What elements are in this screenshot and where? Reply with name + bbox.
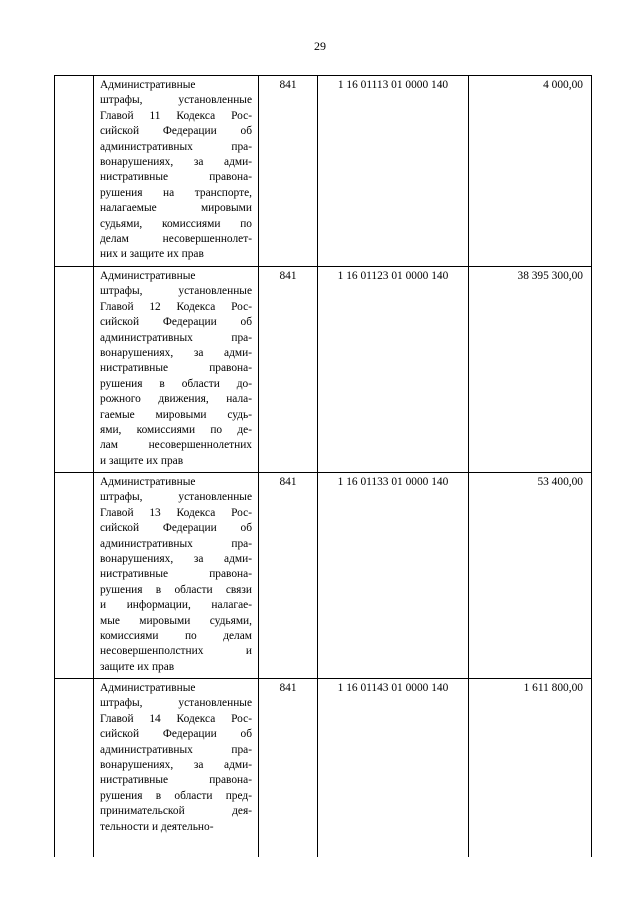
fine-name-line: Административные: [100, 79, 196, 91]
amount-value: 38 395 300,00: [517, 270, 583, 282]
fine-name-line: Главой 14 Кодекса Рос-: [100, 712, 252, 725]
administrator-code-cell: [259, 267, 318, 473]
fine-name-line: штрафы, установленные: [100, 697, 252, 710]
fine-name-line: и защите их прав: [100, 454, 184, 467]
amount-cell: [469, 473, 592, 679]
fine-name-line: сийской Федерации об: [100, 728, 252, 741]
budget-classification-code: 1 16 01143 01 0000 140: [337, 682, 449, 694]
budget-code-cell: [318, 473, 469, 679]
administrator-code-cell: [259, 76, 318, 267]
budget-code-cell: [318, 267, 469, 473]
fine-name-line: Административные: [100, 270, 196, 282]
fine-name-line: ями, комиссиями по де-: [100, 424, 252, 437]
fine-name-line: штрафы, установленные: [100, 285, 252, 298]
fine-name-line: нистративные правона-: [100, 774, 252, 787]
fine-name-line: рушения на транспорте,: [100, 186, 252, 199]
fine-name-line: вонарушениях, за адми-: [100, 347, 252, 360]
amount-value: 1 611 800,00: [523, 682, 583, 694]
fine-name-line: мые мировыми судьями,: [100, 614, 252, 627]
fine-name-line: административных пра-: [100, 140, 252, 153]
fine-name-line: защите их прав: [100, 660, 175, 673]
fine-name-line: Административные: [100, 682, 196, 694]
fine-name-line: лам несовершеннолетних: [100, 439, 252, 452]
table-row: [55, 679, 592, 858]
fine-name-line: рушения в области пред-: [100, 789, 252, 802]
fine-name-line: судьями, комиссиями по: [100, 217, 252, 230]
budget-code-cell: [318, 76, 469, 267]
fine-name-line: вонарушениях, за адми-: [100, 759, 252, 772]
empty-cell: [55, 267, 94, 473]
fines-table: [54, 75, 592, 857]
administrator-code: 841: [279, 682, 297, 694]
fine-name-line: сийской Федерации об: [100, 125, 252, 138]
fine-name-line: Административные: [100, 476, 196, 488]
administrator-code-cell: [259, 473, 318, 679]
fine-name-line: несовершенполстних и: [100, 645, 252, 658]
budget-classification-code: 1 16 01113 01 0000 140: [337, 79, 449, 91]
fine-name-line: Главой 12 Кодекса Рос-: [100, 300, 252, 313]
empty-cell: [55, 473, 94, 679]
administrator-code: 841: [279, 79, 297, 91]
fine-name-line: нистративные правона-: [100, 568, 252, 581]
fine-name-line: делам несовершеннолет-: [100, 233, 252, 246]
fine-name-line: рожного движения, нала-: [100, 393, 252, 406]
fine-name-line: рушения в области до-: [100, 377, 252, 390]
fine-name-line: административных пра-: [100, 331, 252, 344]
fine-name-line: штрафы, установленные: [100, 94, 252, 107]
page-number: 29: [314, 39, 326, 53]
budget-classification-code: 1 16 01123 01 0000 140: [337, 270, 449, 282]
table-row: [55, 76, 592, 267]
fine-name-line: нистративные правона-: [100, 362, 252, 375]
fine-name-line: сийской Федерации об: [100, 316, 252, 329]
budget-classification-code: 1 16 01133 01 0000 140: [337, 476, 449, 488]
fine-name-line: них и защите их прав: [100, 248, 204, 261]
fine-name-cell: [94, 267, 259, 473]
fine-name-line: и информации, налагае-: [100, 599, 252, 612]
fine-name-line: гаемые мировыми судь-: [100, 408, 252, 421]
fine-name-line: принимательской дея-: [100, 805, 252, 818]
amount-cell: [469, 76, 592, 267]
table-row: [55, 267, 592, 473]
fine-name-cell: [94, 473, 259, 679]
fine-name-line: налагаемые мировыми: [100, 202, 252, 215]
fine-name-line: административных пра-: [100, 743, 252, 756]
fine-name-cell: [94, 76, 259, 267]
table-row: [55, 473, 592, 679]
fine-name-line: тельности и деятельно-: [100, 820, 214, 833]
administrator-code: 841: [279, 270, 297, 282]
fine-name-line: вонарушениях, за адми-: [100, 553, 252, 566]
amount-cell: [469, 679, 592, 858]
fine-name-line: комиссиями по делам: [100, 630, 252, 643]
amount-value: 4 000,00: [543, 79, 583, 91]
fine-name-line: сийской Федерации об: [100, 522, 252, 535]
empty-cell: [55, 76, 94, 267]
empty-cell: [55, 679, 94, 858]
fine-name-line: штрафы, установленные: [100, 491, 252, 504]
fine-name-line: рушения в области связи: [100, 583, 252, 596]
fine-name-line: Главой 11 Кодекса Рос-: [100, 109, 252, 122]
administrator-code-cell: [259, 679, 318, 858]
fine-name-line: Главой 13 Кодекса Рос-: [100, 506, 252, 519]
administrator-code: 841: [279, 476, 297, 488]
amount-cell: [469, 267, 592, 473]
fine-name-line: нистративные правона-: [100, 171, 252, 184]
amount-value: 53 400,00: [537, 476, 583, 488]
budget-code-cell: [318, 679, 469, 858]
fine-name-line: административных пра-: [100, 537, 252, 550]
fine-name-cell: [94, 679, 259, 858]
fine-name-line: вонарушениях, за адми-: [100, 156, 252, 169]
